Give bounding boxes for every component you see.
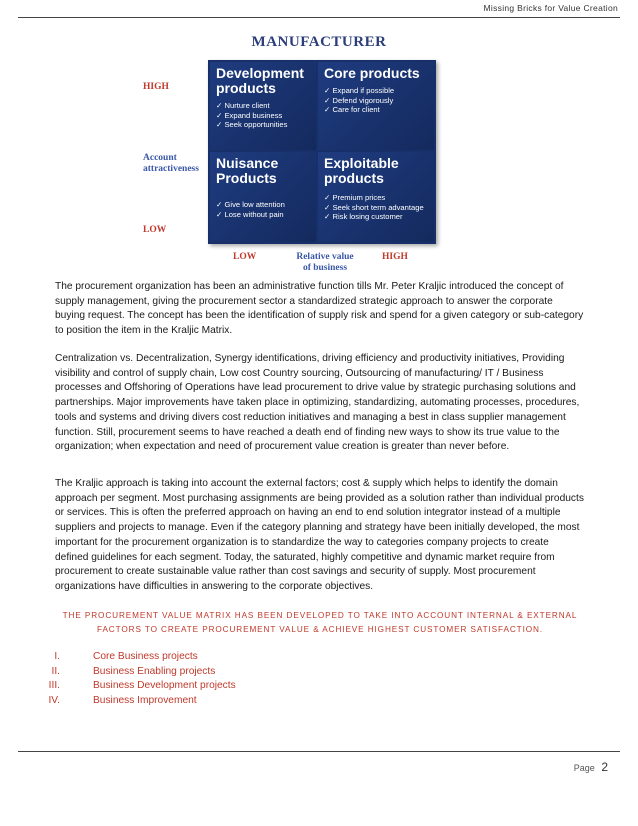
- x-axis-title: Relative value of business: [296, 252, 354, 273]
- y-axis-title: Account attractiveness: [143, 153, 199, 174]
- action-item: ✓ Nurture client: [216, 101, 310, 111]
- paragraph-kraljic-approach: The Kraljic approach is taking into account the external factors; cost & supply which helps to identify the domain approach per segment. Most purchasing assignments are being provided as a solution rather than individual products or services. This is often the preferred approach on having an end to end solution integrator instead of a multiple suppliers and projects to manage. Even if the category planning and strategy have been initially developed, the most important for the procurement organization is to standardize the way to categories company projects to create defined guidelines for each segment. Today, the saturated, highly competitive and dynamic market require from procurement to create sustainable value rather than cost savings and security of supply. Most procurement organizations have difficulties in answering to the corporate objectives.: [55, 478, 584, 592]
- kraljic-matrix-figure: [0, 0, 638, 280]
- list-label: Core Business projects: [93, 651, 198, 662]
- list-numeral: III.: [48, 680, 60, 691]
- page-number-value: 2: [601, 760, 608, 774]
- list-label: Business Improvement: [93, 694, 197, 706]
- y-axis-low-label: LOW: [143, 225, 167, 235]
- quadrant-core-products: [318, 62, 434, 150]
- action-item: ✓ Defend vigorously: [324, 96, 428, 106]
- quadrant-actions: [324, 193, 428, 222]
- list-label: Business Development projects: [93, 680, 236, 691]
- quadrant-actions: [216, 101, 310, 130]
- quadrant-title: Development products: [216, 65, 304, 96]
- list-numeral: I.: [54, 651, 60, 662]
- footer-rule: [18, 751, 620, 752]
- list-label: Business Enabling projects: [93, 665, 216, 677]
- list-numeral: IV.: [48, 694, 60, 706]
- page-label: Page: [573, 763, 595, 773]
- page-number: [574, 760, 608, 774]
- quadrant-development-products: [210, 62, 316, 150]
- matrix-grid: [208, 60, 436, 244]
- quadrant-exploitable-products: [318, 152, 434, 242]
- quadrant-nuisance-products: [210, 152, 316, 242]
- quadrant-title: Core products: [324, 65, 420, 81]
- list-numeral: II.: [51, 665, 60, 677]
- quadrant-title: Nuisance Products: [216, 155, 279, 186]
- y-axis-high-label: HIGH: [143, 82, 169, 92]
- header-title: Missing Bricks for Value Creation: [483, 3, 618, 13]
- quadrant-actions: [216, 200, 310, 219]
- action-item: ✓ Seek short term advantage: [324, 203, 428, 213]
- quadrant-actions: [324, 86, 428, 115]
- action-item: ✓ Premium prices: [324, 193, 428, 203]
- action-item: ✓ Expand business: [216, 111, 310, 121]
- paragraph-kraljic-intro: The procurement organization has been an administrative function tills Mr. Peter Kraljic introduced the concept of supply management, giving the procurement sector a standardized strategic approach to answer the corporate buying request. The concept has been the identification of supply risk and spend for a given category or sub-category to position the item in the Kraljic Matrix.: [55, 281, 584, 337]
- action-item: ✓ Care for client: [324, 105, 428, 115]
- action-item: ✓ Seek opportunities: [216, 120, 310, 130]
- quadrant-title: Exploitable products: [324, 155, 399, 186]
- action-item: ✓ Lose without pain: [216, 210, 310, 220]
- x-axis-high-label: HIGH: [382, 252, 408, 262]
- action-item: ✓ Expand if possible: [324, 86, 428, 96]
- action-item: ✓ Risk losing customer: [324, 212, 428, 222]
- figure-title: MANUFACTURER: [251, 34, 387, 50]
- callout-value-matrix: THE PROCUREMENT VALUE MATRIX HAS BEEN DEVELOPED TO TAKE INTO ACCOUNT INTERNAL & EXTERNAL FACTORS TO CREATE PROCUREMENT VALUE & ACHIEVE HIGHEST CUSTOMER SATISFACTION.: [62, 611, 578, 634]
- paragraph-procurement-evolution: Centralization vs. Decentralization, Synergy identifications, driving efficiency and productivity initiatives, Providing visibility and control of supply chain, Low cost Country sourcing, Outsourcing of manufacturing/ IT / Business processes and Offshoring of Operations have lead procurement to drive value by strategic purchasing solutions and partnerships. Major improvements have taken place in optimizing, standardizing, automating processes, procedures, tools and systems and driving divers cost reduction initiatives and managing a best in class supplier management function. Still, procurement seems to have reached a death end of finding new ways to show its true value to the organization; when expectation and need of procurement value creation is greater than never before.: [55, 353, 580, 453]
- action-item: ✓ Give low attention: [216, 200, 310, 210]
- x-axis-low-label: LOW: [233, 252, 257, 262]
